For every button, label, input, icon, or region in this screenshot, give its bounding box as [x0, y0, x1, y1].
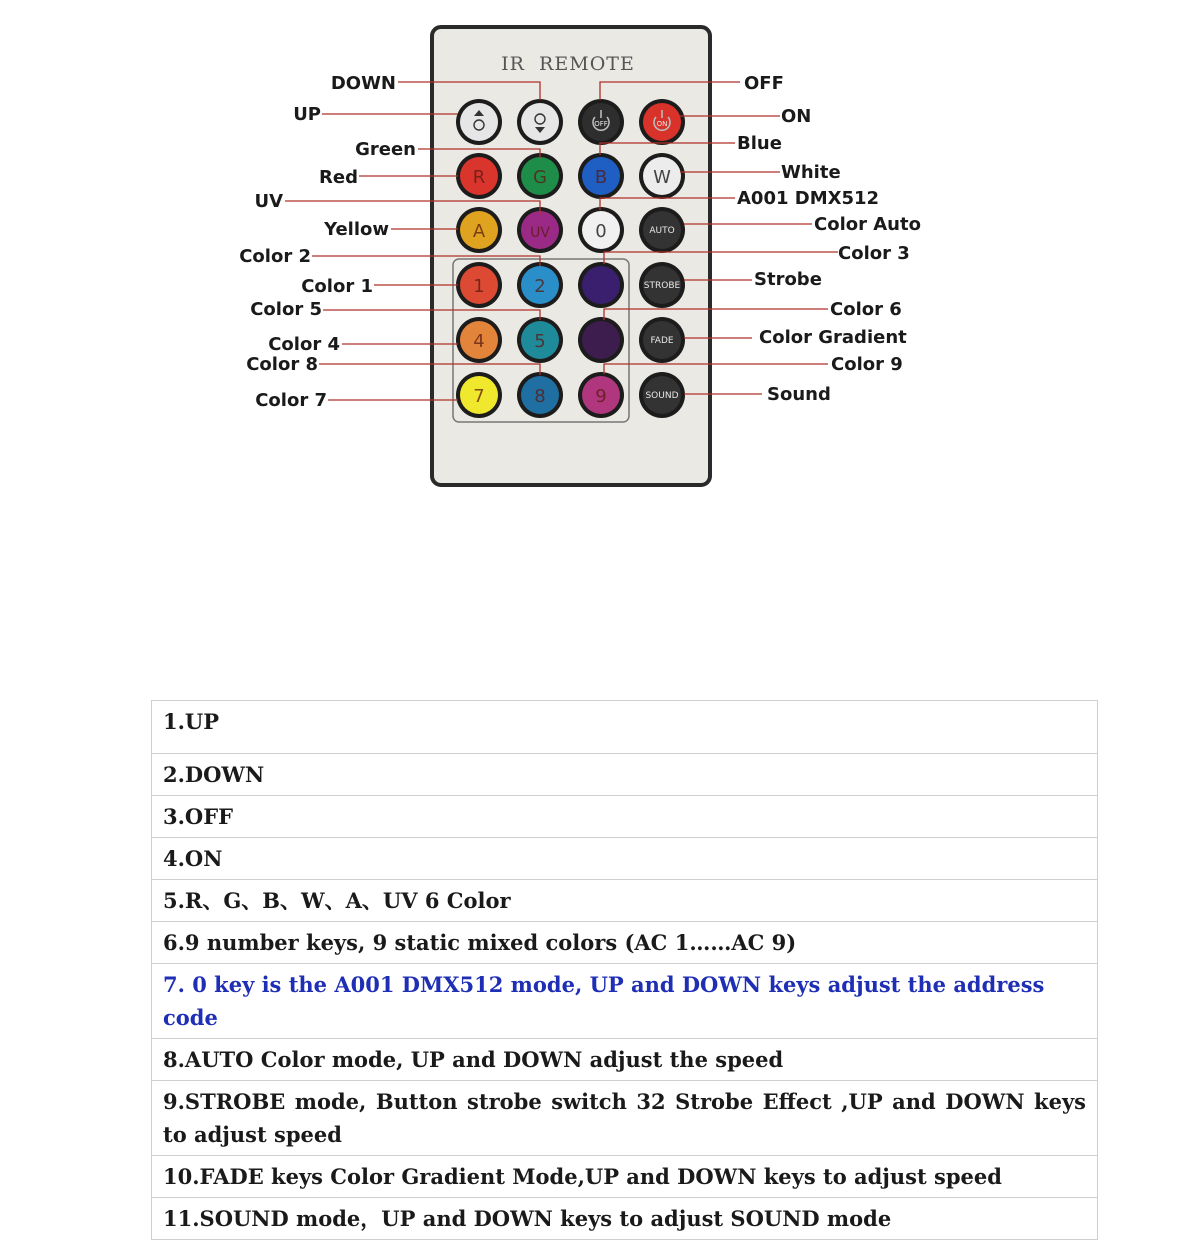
label-strobe: Strobe — [754, 269, 822, 290]
remote-button-label: 8 — [534, 386, 546, 407]
label-color5: Color 5 — [250, 299, 322, 320]
label-color6: Color 6 — [830, 299, 902, 320]
remote-button-label: 1 — [473, 276, 485, 297]
label-dmx: A001 DMX512 — [737, 188, 880, 209]
remote-title: IR REMOTE — [501, 53, 635, 75]
remote-button-down[interactable] — [517, 99, 563, 145]
table-row — [152, 880, 1098, 922]
function-table — [151, 700, 1098, 1240]
remote-button-zero[interactable] — [578, 207, 624, 253]
table-cell: 3.OFF — [152, 796, 1098, 838]
label-on: ON — [781, 106, 812, 127]
label-color2: Color 2 — [239, 246, 311, 267]
table-cell: 10.FADE keys Color Gradient Mode,UP and DOWN keys to adjust speed — [152, 1156, 1098, 1198]
remote-button-n6[interactable] — [578, 317, 624, 363]
remote-button-n5[interactable] — [517, 317, 563, 363]
label-color-auto: Color Auto — [814, 214, 921, 235]
label-color8: Color 8 — [246, 354, 318, 375]
remote-button-n9[interactable] — [578, 372, 624, 418]
label-color1: Color 1 — [301, 276, 373, 297]
remote-button-label: STROBE — [643, 281, 681, 291]
remote-button-label: W — [653, 167, 671, 188]
label-up: UP — [293, 104, 321, 125]
table-cell: 5.R、G、B、W、A、UV 6 Color — [152, 880, 1098, 922]
remote-button-b[interactable] — [578, 153, 624, 199]
remote-button-label: OFF — [594, 120, 608, 128]
remote-button-n1[interactable] — [456, 262, 502, 308]
remote-button-n2[interactable] — [517, 262, 563, 308]
remote-button-auto[interactable] — [639, 207, 685, 253]
label-off: OFF — [744, 73, 784, 94]
table-row — [152, 754, 1098, 796]
remote-button-n7[interactable] — [456, 372, 502, 418]
table-cell: 1.UP — [152, 701, 1098, 754]
table-row — [152, 1198, 1098, 1240]
label-down: DOWN — [330, 73, 396, 94]
remote-button-label: UV — [530, 225, 550, 241]
table-cell: 4.ON — [152, 838, 1098, 880]
remote-button-label: ON — [656, 120, 668, 128]
remote-button-label: 4 — [473, 331, 485, 352]
remote-button-label: SOUND — [645, 391, 679, 401]
remote-button-fade[interactable] — [639, 317, 685, 363]
table-row — [152, 922, 1098, 964]
label-color-gradient: Color Gradient — [759, 327, 907, 348]
remote-button-label: 9 — [595, 386, 607, 407]
label-color9: Color 9 — [831, 354, 903, 375]
remote-button-label: A — [472, 221, 486, 242]
label-color3: Color 3 — [838, 243, 910, 264]
remote-button-r[interactable] — [456, 153, 502, 199]
table-cell: 6.9 number keys, 9 static mixed colors (AC 1……AC 9) — [152, 922, 1098, 964]
remote-button-w[interactable] — [639, 153, 685, 199]
table-row — [152, 838, 1098, 880]
remote-button-label: B — [594, 167, 608, 188]
label-uv: UV — [254, 191, 283, 212]
remote-button-on[interactable] — [639, 99, 685, 145]
remote-button-strobe[interactable] — [639, 262, 685, 308]
label-red: Red — [319, 167, 358, 188]
remote-button-n3[interactable] — [578, 262, 624, 308]
table-row — [152, 964, 1098, 1039]
remote-button-g[interactable] — [517, 153, 563, 199]
remote-button-label: AUTO — [649, 226, 675, 236]
remote-button-label: G — [533, 167, 547, 188]
table-cell: 2.DOWN — [152, 754, 1098, 796]
table-cell: 7. 0 key is the A001 DMX512 mode, UP and DOWN keys adjust the address code — [152, 964, 1098, 1039]
remote-button-label: 0 — [595, 221, 607, 242]
remote-button-n8[interactable] — [517, 372, 563, 418]
table-row — [152, 1081, 1098, 1156]
remote-button-up[interactable] — [456, 99, 502, 145]
label-sound: Sound — [767, 384, 831, 405]
remote-button-n4[interactable] — [456, 317, 502, 363]
remote-button-label: 5 — [534, 331, 546, 352]
table-cell: 11.SOUND mode，UP and DOWN keys to adjust SOUND mode — [152, 1198, 1098, 1240]
table-row — [152, 1156, 1098, 1198]
label-color7: Color 7 — [255, 390, 327, 411]
label-yellow: Yellow — [324, 219, 389, 240]
label-color4: Color 4 — [268, 334, 340, 355]
label-green: Green — [355, 139, 416, 160]
table-cell: 9.STROBE mode, Button strobe switch 32 Strobe Effect ,UP and DOWN keys to adjust speed — [152, 1081, 1098, 1156]
label-blue: Blue — [737, 133, 782, 154]
table-row — [152, 701, 1098, 754]
label-white: White — [781, 162, 841, 183]
remote-button-label: 2 — [534, 276, 546, 297]
remote-button-a[interactable] — [456, 207, 502, 253]
remote-button-label: 7 — [473, 386, 485, 407]
table-row — [152, 1039, 1098, 1081]
remote-button-label: R — [472, 167, 486, 188]
table-cell: 8.AUTO Color mode, UP and DOWN adjust the speed — [152, 1039, 1098, 1081]
remote-button-off[interactable] — [578, 99, 624, 145]
remote-button-sound[interactable] — [639, 372, 685, 418]
table-row — [152, 796, 1098, 838]
remote-button-label: FADE — [650, 336, 674, 346]
